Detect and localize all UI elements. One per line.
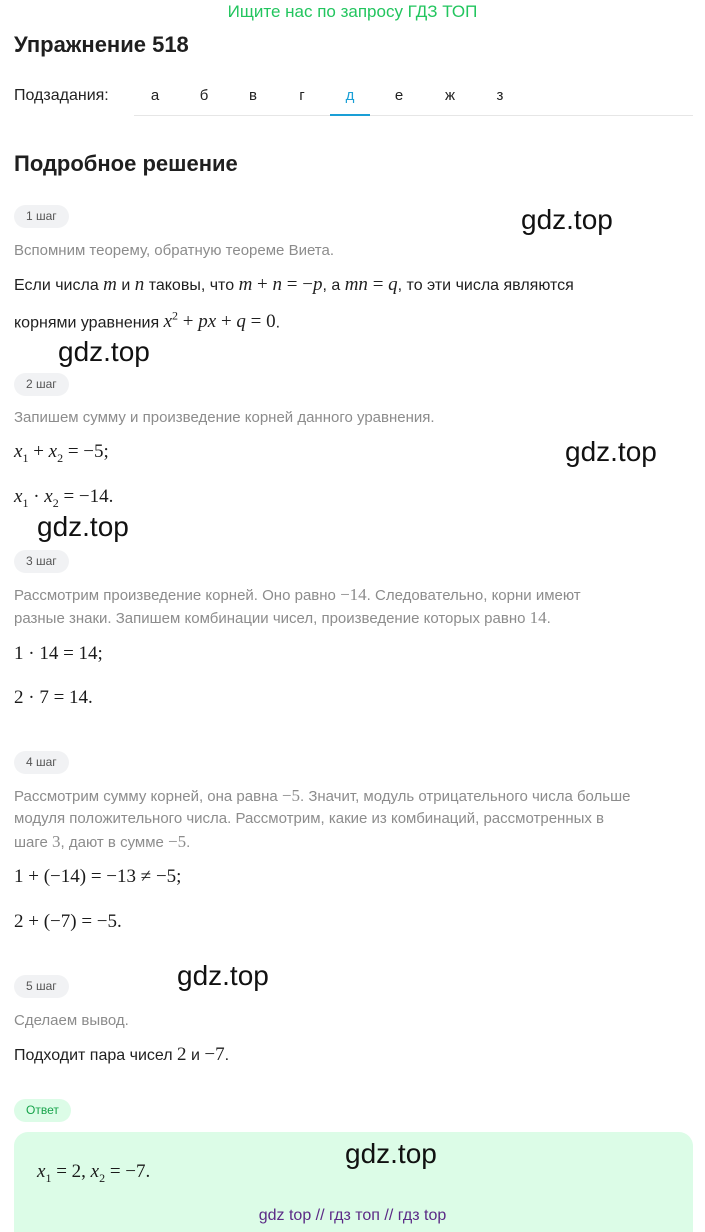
answer-equation: $x_1 = 2$, $x_2 = -7$. xyxy=(37,1161,151,1185)
subtask-tab-e[interactable]: е xyxy=(394,87,404,104)
watermark: gdz.top xyxy=(521,204,613,235)
subtask-tab-d[interactable]: д xyxy=(330,87,370,104)
step-2-badge: 2 шаг xyxy=(14,373,69,396)
step-1-text-line1: Если числа m и n таковы, что m + n = −p, а mn = q, то эти числа являются xyxy=(14,274,574,295)
subtask-tab-g[interactable]: г xyxy=(299,87,305,104)
step-2-equation-sum: $x_1 + x_2 = -5$; xyxy=(14,441,109,465)
step-2-equation-product: $x_1 \cdot x_2 = -14$. xyxy=(14,486,114,510)
step-3-equation-2: 2 · 7 = 14. xyxy=(14,687,93,708)
footer-separator: // xyxy=(384,1207,394,1224)
step-3-equation-1: 1 · 14 = 14; xyxy=(14,643,103,664)
subtask-tab-b[interactable]: б xyxy=(199,87,209,104)
step-5-badge: 5 шаг xyxy=(14,975,69,998)
subtask-tab-v[interactable]: в xyxy=(249,87,257,104)
watermark: gdz.top xyxy=(565,436,657,467)
step-5-text: Подходит пара чисел 2 и −7. xyxy=(14,1044,230,1065)
footer-link-gdz-top[interactable]: gdz top xyxy=(258,1207,312,1224)
subtasks-divider xyxy=(134,115,693,116)
step-3-hint-line2: разные знаки. Запишем комбинации чисел, произведение которых равно 14. xyxy=(14,608,551,627)
footer-separator: // xyxy=(315,1207,325,1224)
footer-link-gdz-top-ru[interactable]: гдз топ xyxy=(329,1207,380,1224)
step-4-hint-line1: Рассмотрим сумму корней, она равна −5. Значит, модуль отрицательного числа больше xyxy=(14,786,631,805)
step-3-hint-line1: Рассмотрим произведение корней. Оно равно −14. Следовательно, корни имеют xyxy=(14,585,581,604)
step-4-hint-line2: модуля положительного числа. Рассмотрим, какие из комбинаций, рассмотренных в xyxy=(14,810,605,827)
subtasks-label: Подзадания: xyxy=(14,87,109,104)
watermark: gdz.top xyxy=(58,336,150,367)
footer-link-gdz-top-mixed[interactable]: гдз top xyxy=(397,1207,447,1224)
subtask-tab-z[interactable]: з xyxy=(496,87,504,104)
page-title: Упражнение 518 xyxy=(14,32,189,57)
step-4-badge: 4 шаг xyxy=(14,751,69,774)
answer-badge: Ответ xyxy=(14,1099,71,1122)
step-3-badge: 3 шаг xyxy=(14,550,69,573)
subtask-tab-a[interactable]: а xyxy=(150,87,160,104)
step-1-badge: 1 шаг xyxy=(14,205,69,228)
step-4-equation-1: 1 + (−14) = −13 ≠ −5; xyxy=(14,866,182,887)
watermark: gdz.top xyxy=(345,1138,437,1169)
step-1-hint: Вспомним теорему, обратную теореме Виета. xyxy=(14,242,335,259)
step-1-text-line2: корнями уравнения $x^2$ + px + q = 0. xyxy=(14,309,281,333)
watermark: gdz.top xyxy=(177,960,269,991)
solution-heading: Подробное решение xyxy=(14,151,238,176)
search-banner: Ищите нас по запросу ГДЗ ТОП xyxy=(227,2,478,21)
step-5-hint: Сделаем вывод. xyxy=(14,1012,129,1029)
step-4-hint-line3: шаге 3, дают в сумме −5. xyxy=(14,832,191,851)
watermark: gdz.top xyxy=(37,511,129,542)
step-4-equation-2: 2 + (−7) = −5. xyxy=(14,911,122,932)
footer-links xyxy=(0,1207,705,1225)
step-2-hint: Запишем сумму и произведение корней данного уравнения. xyxy=(14,409,435,426)
subtask-tab-zh[interactable]: ж xyxy=(444,87,456,104)
